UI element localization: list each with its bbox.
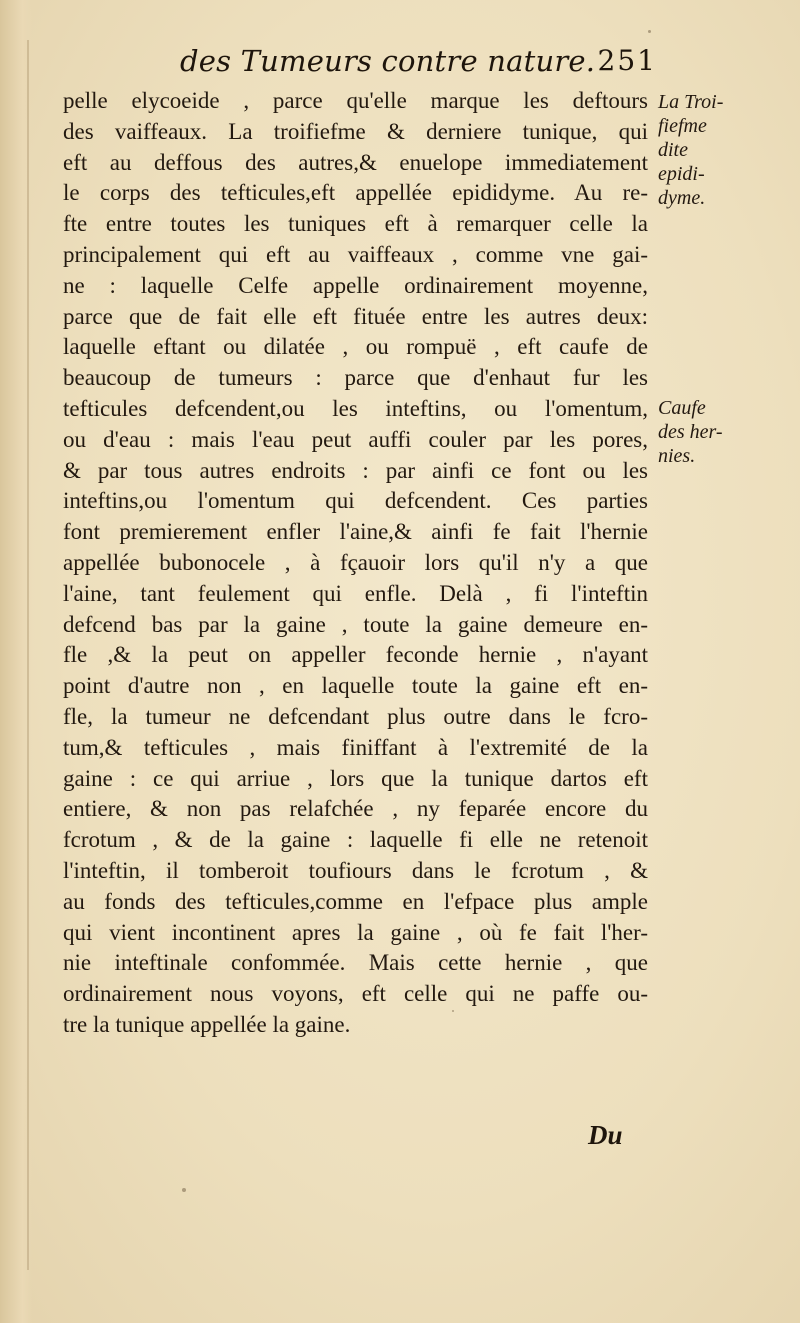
text-line: le corps des tefticules,eft appellée epididyme. Au re- bbox=[63, 180, 648, 206]
text-line: & par tous autres endroits : par ainfi ce font ou les bbox=[63, 457, 648, 483]
margin-note-line: epidi- bbox=[658, 163, 705, 185]
text-line: defcend bas par la gaine , toute la gaine demeure en- bbox=[63, 611, 648, 637]
text-line: inteftins,ou l'omentum qui defcendent. Ces parties bbox=[63, 488, 648, 514]
margin-note-line: nies. bbox=[658, 445, 696, 467]
text-line: ou d'eau : mais l'eau peut auffi couler par les pores, bbox=[63, 426, 648, 452]
text-line: fcrotum , & de la gaine : laquelle fi elle ne retenoit bbox=[63, 827, 648, 853]
binding-shadow-line bbox=[27, 40, 29, 1270]
margin-note-epididyme bbox=[658, 90, 758, 210]
margin-note-line: dite bbox=[658, 139, 688, 161]
page-header bbox=[62, 40, 657, 84]
text-line: ne : laquelle Celfe appelle ordinairement moyenne, bbox=[63, 272, 648, 298]
margin-note-line: Caufe bbox=[658, 397, 706, 419]
text-line: tre la tunique appellée la gaine. bbox=[63, 1011, 351, 1037]
text-line: ordinairement nous voyons, eft celle qui ne paffe ou- bbox=[63, 981, 648, 1007]
text-line: eft au deffous des autres,& enuelope immediatement bbox=[63, 149, 648, 175]
page-number: 251 bbox=[597, 44, 657, 77]
text-line: nie inteftinale confommée. Mais cette hernie , que bbox=[63, 950, 648, 976]
text-line: gaine : ce qui arriue , lors que la tunique dartos eft bbox=[63, 765, 648, 791]
text-line: au fonds des tefticules,comme en l'efpace plus ample bbox=[63, 888, 648, 914]
text-line: point d'autre non , en laquelle toute la gaine eft en- bbox=[63, 673, 648, 699]
text-line: fle ,& la peut on appeller feconde hernie , n'ayant bbox=[63, 642, 648, 668]
paper-speck bbox=[182, 1188, 186, 1192]
text-line: l'aine, tant feulement qui enfle. Delà , fi l'inteftin bbox=[63, 580, 648, 606]
text-line: laquelle eftant ou dilatée , ou rompuë , eft caufe de bbox=[63, 334, 648, 360]
text-line: appellée bubonocele , à fçauoir lors qu'il n'y a que bbox=[63, 549, 648, 575]
text-line: qui vient incontinent apres la gaine , où fe fait l'her- bbox=[63, 919, 648, 945]
paper-speck bbox=[452, 1010, 454, 1012]
text-line: entiere, & non pas relafchée , ny feparée encore du bbox=[63, 796, 648, 822]
text-line: principalement qui eft au vaiffeaux , comme vne gai- bbox=[63, 241, 648, 267]
text-line: fle, la tumeur ne defcendant plus outre dans le fcro- bbox=[63, 703, 648, 729]
text-line: des vaiffeaux. La troifiefme & derniere tunique, qui bbox=[63, 118, 648, 144]
main-text-block bbox=[63, 86, 648, 1041]
text-line: pelle elycoeide , parce qu'elle marque les deftours bbox=[63, 88, 648, 113]
margin-note-line: dyme. bbox=[658, 187, 706, 209]
text-line: font premierement enfler l'aine,& ainfi fe fait l'hernie bbox=[63, 519, 648, 545]
margin-note-hernies bbox=[658, 396, 758, 468]
running-title: des Tumeurs contre nature. bbox=[180, 44, 596, 78]
text-line: tum,& tefticules , mais finiffant à l'extremité de la bbox=[63, 734, 648, 760]
margin-note-line: La Troi- bbox=[658, 91, 724, 113]
text-line: fte entre toutes les tuniques eft à remarquer celle la bbox=[63, 211, 648, 237]
text-line: beaucoup de tumeurs : parce que d'enhaut fur les bbox=[63, 365, 648, 391]
paper-speck bbox=[648, 30, 651, 33]
text-line: tefticules defcendent,ou les inteftins, ou l'omentum, bbox=[63, 395, 648, 421]
text-line: l'inteftin, il tomberoit toufiours dans le fcrotum , & bbox=[63, 857, 648, 883]
catchword: Du bbox=[588, 1120, 623, 1150]
margin-note-line: fiefme bbox=[658, 115, 707, 137]
text-line: parce que de fait elle eft fituée entre les autres deux: bbox=[63, 303, 648, 329]
margin-note-line: des her- bbox=[658, 421, 723, 443]
